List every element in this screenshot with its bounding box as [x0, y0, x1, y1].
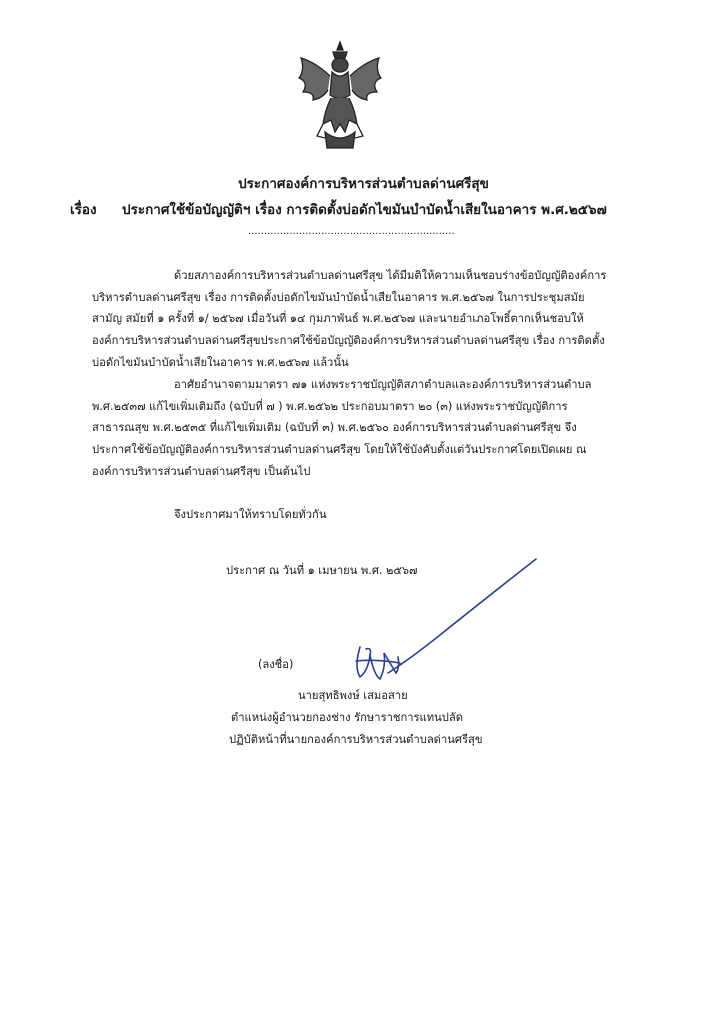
- paragraph-2: [92, 374, 652, 483]
- paragraph-1: [92, 265, 652, 374]
- subject-text: ประกาศใช้ข้อบัญญัติฯ เรื่อง การติดตั้งบ่อดักไขมันบำบัดน้ำเสียในอาคาร พ.ศ.๒๕๖๗: [122, 202, 607, 218]
- announce-date: ประกาศ ณ วันที่ ๑ เมษายน พ.ศ. ๒๕๖๗: [226, 564, 418, 577]
- handwritten-signature: [340, 555, 550, 700]
- subject-label: เรื่อง: [70, 202, 97, 218]
- paragraph-line: พ.ศ.๒๕๓๗ แก้ไขเพิ่มเติมถึง (ฉบับที่ ๗ ) พ.ศ.๒๕๖๒ ประกอบมาตรา ๒๐ (๓) แห่งพระราชบัญญัติการ: [92, 399, 568, 413]
- signed-label: (ลงชื่อ): [258, 658, 294, 671]
- paragraph-line: บริหารตำบลด่านศรีสุข เรื่อง การติดตั้งบ่อดักไขมันบำบัดน้ำเสียในอาคาร พ.ศ.๒๕๖๗ ในการประชุมสมัย: [92, 290, 585, 304]
- paragraph-line: องค์การบริหารส่วนตำบลด่านศรีสุขประกาศใช้ข้อบัญญัติองค์การบริหารส่วนตำบลด่านศรีสุข เรื่อง การติดตั้ง: [92, 334, 605, 348]
- document-title: ประกาศองค์การบริหารส่วนตำบลด่านศรีสุข: [238, 176, 489, 192]
- paragraph-line: สามัญ สมัยที่ ๑ ครั้งที่ ๑/ ๒๕๖๗ เมื่อวันที่ ๑๔ กุมภาพันธ์ พ.ศ.๒๕๖๗ และนายอำเภอโพธิ์ตากเห็นชอบให้: [92, 312, 584, 326]
- title-separator: .................................................................: [248, 226, 455, 237]
- paragraph-line: ด้วยสภาองค์การบริหารส่วนตำบลด่านศรีสุข ได้มีมติให้ความเห็นชอบร่างข้อบัญญัติองค์การ: [174, 269, 607, 282]
- signer-name: นายสุทธิพงษ์ เสมอสาย: [298, 689, 408, 702]
- paragraph-line: สาธารณสุข พ.ศ.๒๕๓๕ ที่แก้ไขเพิ่มเติม (ฉบับที่ ๓) พ.ศ.๒๕๖๐ องค์การบริหารส่วนตำบลด่านศรีสุข จึง: [92, 421, 577, 435]
- paragraph-line: องค์การบริหารส่วนตำบลด่านศรีสุข เป็นต้นไป: [92, 464, 311, 478]
- closing-statement: จึงประกาศมาให้ทราบโดยทั่วกัน: [174, 508, 327, 521]
- signer-position-line-2: ปฏิบัติหน้าที่นายกองค์การบริหารส่วนตำบลด่านศรีสุข: [229, 733, 483, 746]
- paragraph-line: บ่อดักไขมันบำบัดน้ำเสียในอาคาร พ.ศ.๒๕๖๗ แล้วนั้น: [92, 355, 349, 369]
- paragraph-line: ประกาศใช้ข้อบัญญัติองค์การบริหารส่วนตำบลด่านศรีสุข โดยให้ใช้บังคับตั้งแต่วันประกาศโดยเปิดเผย ณ: [92, 443, 587, 457]
- signer-position-line-1: ตำแหน่งผู้อำนวยกองช่าง รักษาราชการแทนปลัด: [231, 711, 463, 724]
- garuda-emblem-icon: [295, 40, 385, 152]
- paragraph-line: อาศัยอำนาจตามมาตรา ๗๑ แห่งพระราชบัญญัติสภาตำบลและองค์การบริหารส่วนตำบล: [174, 378, 592, 391]
- document-subject: [70, 198, 670, 220]
